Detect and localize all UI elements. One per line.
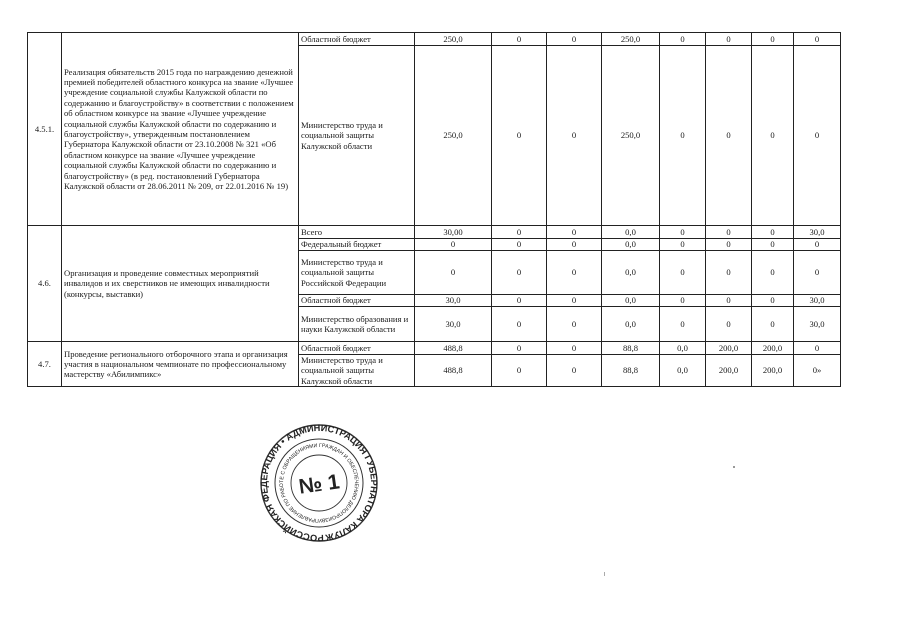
amount-cell: 0 bbox=[752, 226, 794, 239]
amount-cell: 0 bbox=[492, 355, 547, 387]
amount-cell: 30,0 bbox=[415, 307, 492, 342]
amount-cell: 0,0 bbox=[602, 307, 660, 342]
amount-cell: 0 bbox=[706, 307, 752, 342]
amount-cell: 0 bbox=[660, 251, 706, 295]
scan-mark bbox=[604, 572, 605, 576]
amount-cell: 0 bbox=[547, 239, 602, 251]
amount-cell: 30,0 bbox=[415, 295, 492, 307]
amount-cell: 0 bbox=[415, 239, 492, 251]
amount-cell: 488,8 bbox=[415, 342, 492, 355]
scan-dot bbox=[733, 466, 735, 468]
amount-cell: 0 bbox=[547, 355, 602, 387]
amount-cell: 0 bbox=[660, 295, 706, 307]
amount-cell: 200,0 bbox=[706, 342, 752, 355]
row-description: Организация и проведение совместных мероприятий инвалидов и их сверстников не имеющих инвалидности (конкурсы, выставки) bbox=[62, 226, 299, 342]
row-description: Проведение регионального отборочного этапа и организация участия в национальном чемпионате по профессиональному мастерству «Абилимпикс» bbox=[62, 342, 299, 387]
amount-cell: 88,8 bbox=[602, 342, 660, 355]
amount-cell: 0 bbox=[706, 46, 752, 226]
amount-cell: 0 bbox=[706, 251, 752, 295]
amount-cell: 0,0 bbox=[602, 251, 660, 295]
amount-cell: 88,8 bbox=[602, 355, 660, 387]
stamp-outer-text: РОССИЙСКАЯ ФЕДЕРАЦИЯ • АДМИНИСТРАЦИЯ ГУБЕРНАТОРА КАЛУЖСКОЙ bbox=[259, 423, 379, 543]
amount-cell: 0 bbox=[492, 295, 547, 307]
funding-source: Областной бюджет bbox=[299, 33, 415, 46]
amount-cell: 0,0 bbox=[660, 342, 706, 355]
amount-cell: 0 bbox=[547, 251, 602, 295]
amount-cell: 0 bbox=[660, 226, 706, 239]
amount-cell: 0 bbox=[547, 342, 602, 355]
stamp-number: № 1 bbox=[297, 470, 342, 499]
amount-cell: 0 bbox=[660, 239, 706, 251]
amount-cell: 488,8 bbox=[415, 355, 492, 387]
amount-cell: 0 bbox=[706, 295, 752, 307]
funding-source: Областной бюджет bbox=[299, 295, 415, 307]
amount-cell: 0,0 bbox=[602, 295, 660, 307]
stamp-inner-text: УПРАВЛЕНИЕ ПО РАБОТЕ С ОБРАЩЕНИЯМИ ГРАЖДАН И ОБЕСПЕЧЕНИЮ ДЕЛОПРОИЗВОДСТВА bbox=[278, 442, 360, 524]
amount-cell: 0 bbox=[492, 342, 547, 355]
amount-cell: 0 bbox=[415, 251, 492, 295]
official-seal-stamp bbox=[259, 423, 379, 543]
table-row bbox=[28, 33, 841, 46]
funding-source: Министерство труда и социальной защиты Российской Федерации bbox=[299, 251, 415, 295]
amount-cell: 30,00 bbox=[415, 226, 492, 239]
amount-cell: 0 bbox=[706, 239, 752, 251]
amount-cell: 0» bbox=[794, 355, 841, 387]
funding-source: Всего bbox=[299, 226, 415, 239]
row-number: 4.6. bbox=[28, 226, 62, 342]
amount-cell: 250,0 bbox=[415, 33, 492, 46]
amount-cell: 0 bbox=[752, 239, 794, 251]
amount-cell: 0 bbox=[706, 226, 752, 239]
amount-cell: 0 bbox=[492, 239, 547, 251]
row-number: 4.7. bbox=[28, 342, 62, 387]
table-row bbox=[28, 342, 841, 355]
amount-cell: 0 bbox=[547, 33, 602, 46]
amount-cell: 0 bbox=[547, 295, 602, 307]
amount-cell: 0 bbox=[492, 307, 547, 342]
amount-cell: 0 bbox=[752, 307, 794, 342]
amount-cell: 0 bbox=[492, 226, 547, 239]
table-row bbox=[28, 226, 841, 239]
amount-cell: 0 bbox=[660, 307, 706, 342]
amount-cell: 0 bbox=[794, 342, 841, 355]
amount-cell: 0 bbox=[706, 33, 752, 46]
amount-cell: 0 bbox=[547, 307, 602, 342]
amount-cell: 0 bbox=[547, 226, 602, 239]
amount-cell: 30,0 bbox=[794, 295, 841, 307]
row-description: Реализация обязательств 2015 года по награждению денежной премией победителей областного конкурса на звание «Лучшее учреждение социальной службы Калужской области по содержанию и благоустройству» в соответствии с положением об областном конкурсе на звание «Лучшее учреждение социальной службы Калужской области по содержанию и благоустройству», утвержденным постановлением Губернатора Калужской области от 23.10.2008 № 321 «Об областном конкурсе на звание «Лучшее учреждение социальной службы Калужской области по содержанию и благоустройству» (в ред. постановлений Губернатора Калужской области от 28.06.2011 № 209, от 22.01.2016 № 19) bbox=[62, 33, 299, 226]
amount-cell: 250,0 bbox=[415, 46, 492, 226]
amount-cell: 200,0 bbox=[706, 355, 752, 387]
amount-cell: 200,0 bbox=[752, 355, 794, 387]
amount-cell: 0 bbox=[752, 33, 794, 46]
amount-cell: 0 bbox=[660, 33, 706, 46]
amount-cell: 0 bbox=[547, 46, 602, 226]
amount-cell: 0 bbox=[660, 46, 706, 226]
amount-cell: 30,0 bbox=[794, 307, 841, 342]
amount-cell: 0 bbox=[752, 46, 794, 226]
amount-cell: 30,0 bbox=[794, 226, 841, 239]
amount-cell: 0 bbox=[794, 239, 841, 251]
funding-source: Министерство труда и социальной защиты Калужской области bbox=[299, 355, 415, 387]
amount-cell: 0 bbox=[794, 251, 841, 295]
amount-cell: 250,0 bbox=[602, 46, 660, 226]
amount-cell: 0 bbox=[752, 251, 794, 295]
amount-cell: 0 bbox=[492, 33, 547, 46]
amount-cell: 0 bbox=[492, 46, 547, 226]
funding-source: Областной бюджет bbox=[299, 342, 415, 355]
funding-source: Федеральный бюджет bbox=[299, 239, 415, 251]
budget-table bbox=[27, 32, 841, 387]
amount-cell: 0,0 bbox=[602, 226, 660, 239]
amount-cell: 0,0 bbox=[660, 355, 706, 387]
amount-cell: 0,0 bbox=[602, 239, 660, 251]
row-number: 4.5.1. bbox=[28, 33, 62, 226]
amount-cell: 0 bbox=[794, 46, 841, 226]
amount-cell: 200,0 bbox=[752, 342, 794, 355]
amount-cell: 250,0 bbox=[602, 33, 660, 46]
amount-cell: 0 bbox=[752, 295, 794, 307]
amount-cell: 0 bbox=[492, 251, 547, 295]
funding-source: Министерство труда и социальной защиты Калужской области bbox=[299, 46, 415, 226]
funding-source: Министерство образования и науки Калужской области bbox=[299, 307, 415, 342]
amount-cell: 0 bbox=[794, 33, 841, 46]
